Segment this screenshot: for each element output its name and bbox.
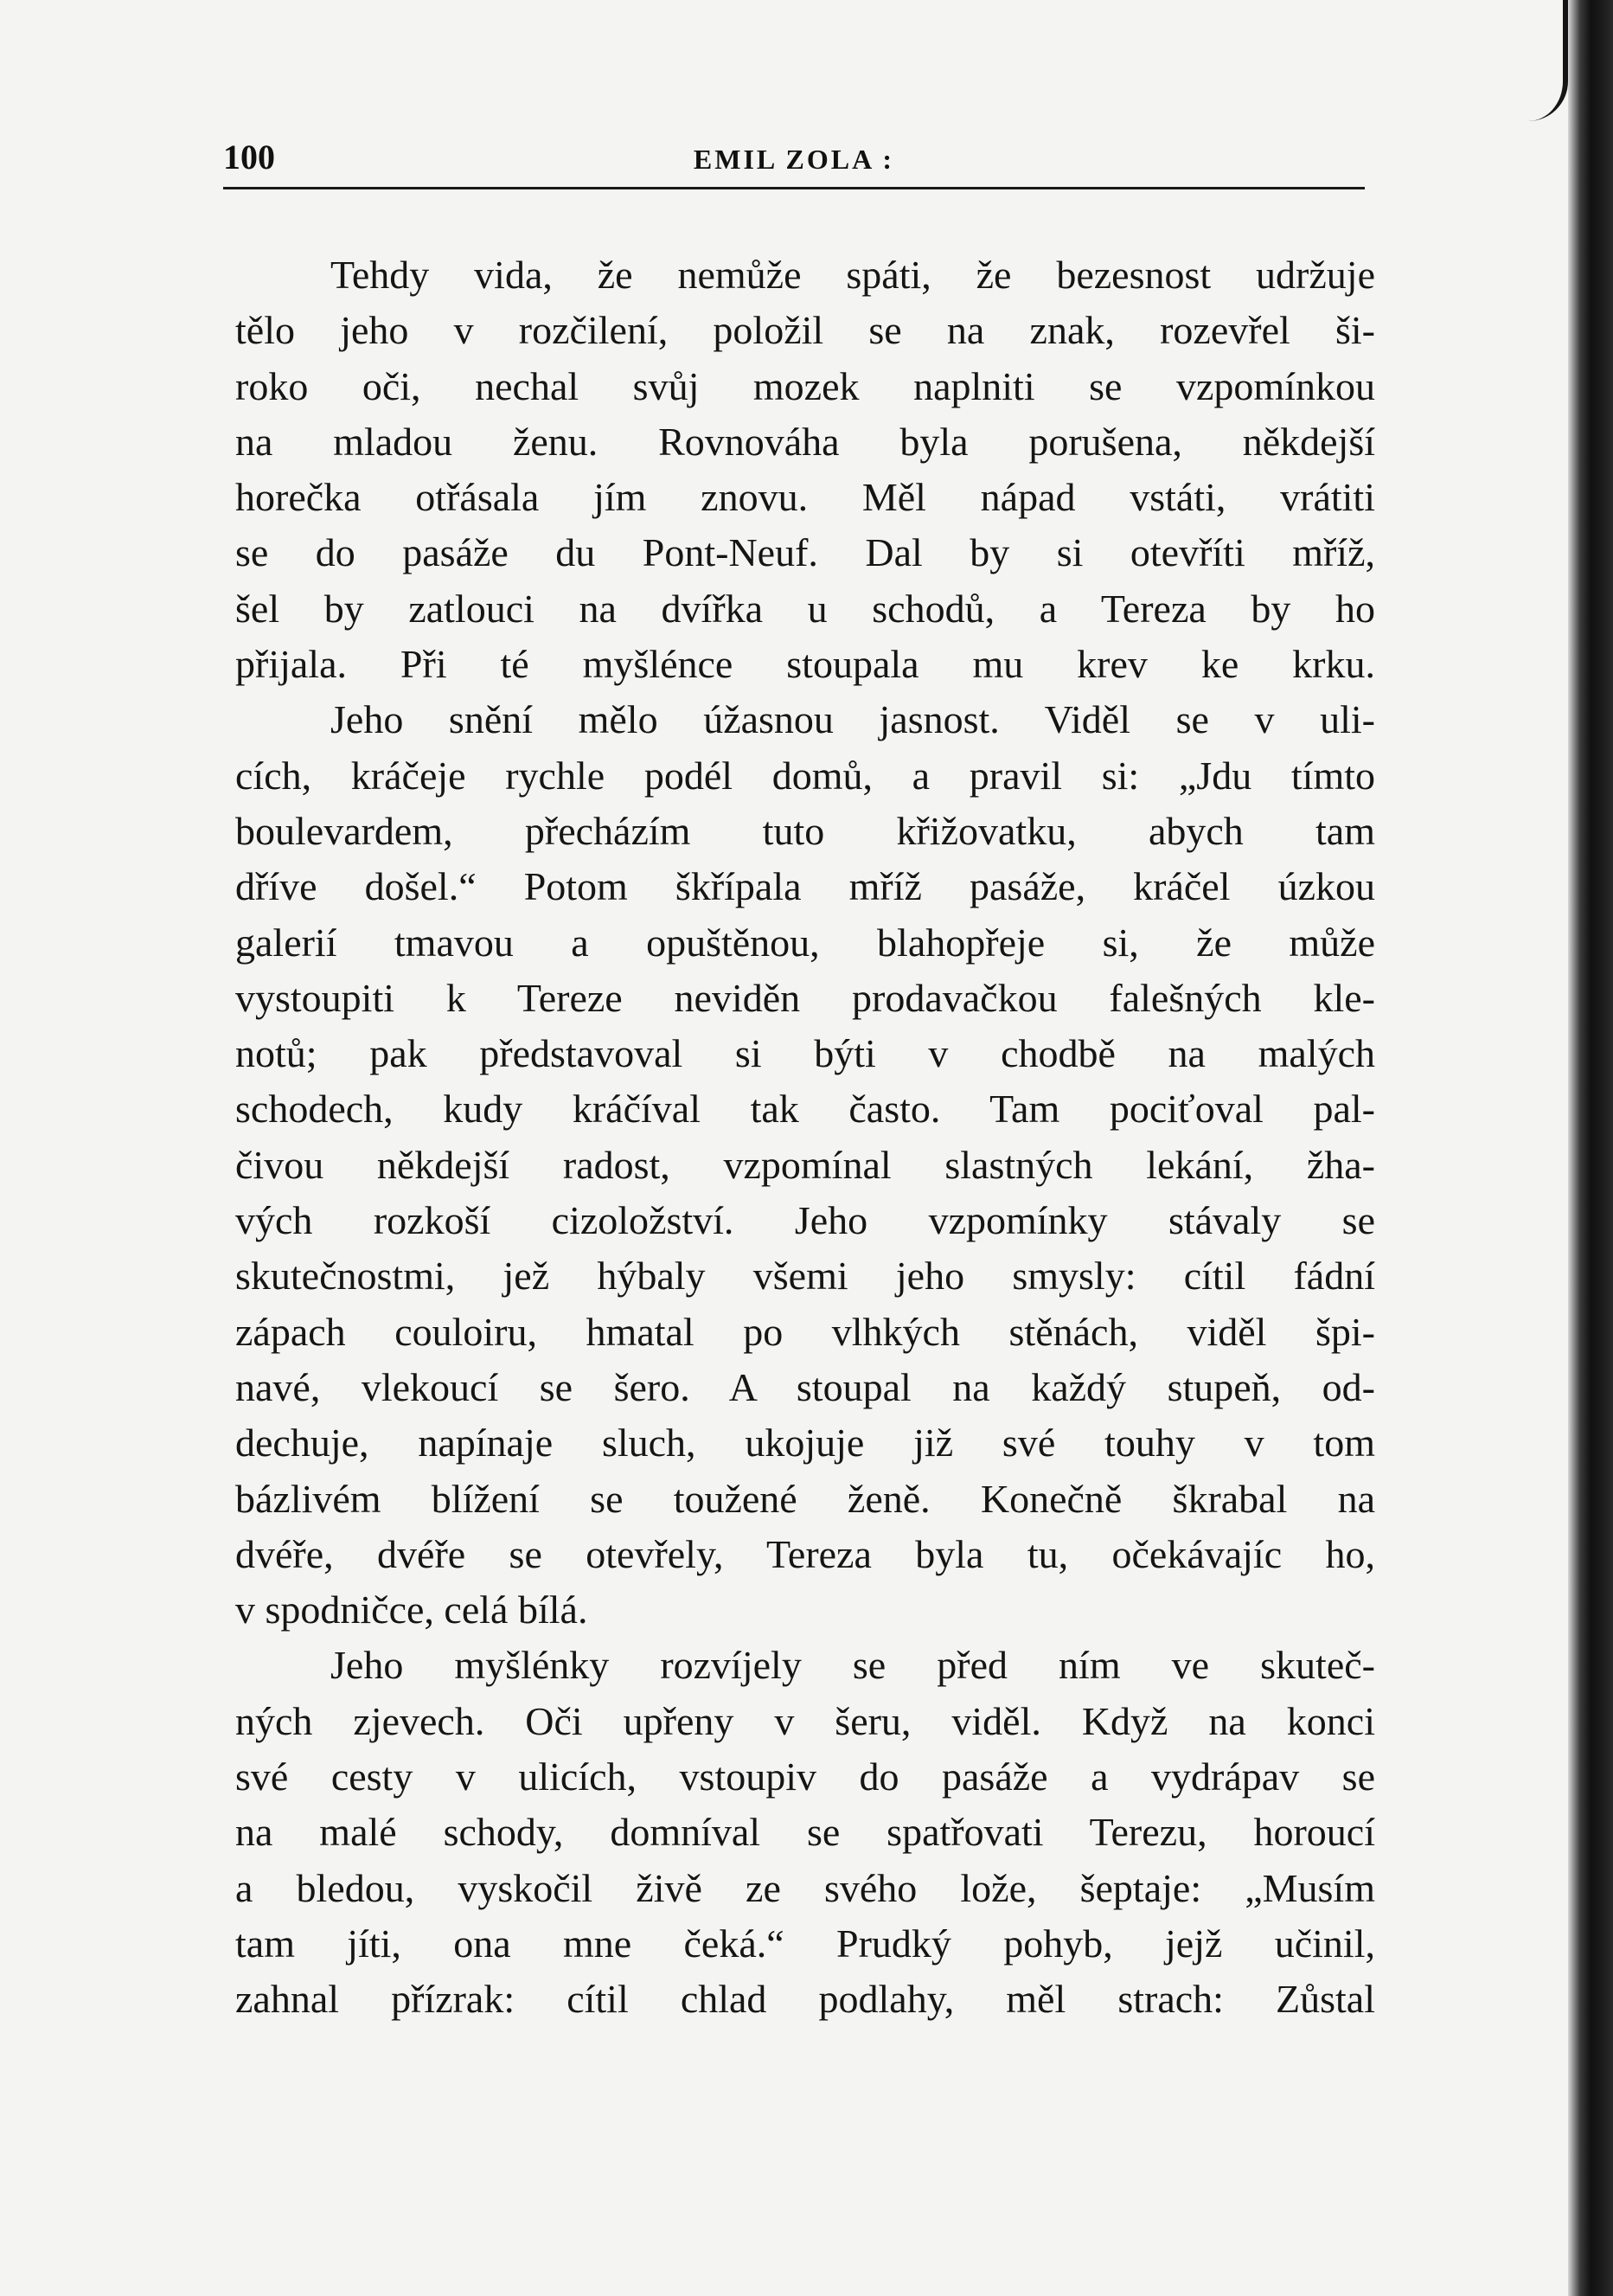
- text-line: v spodničce, celá bílá.: [235, 1587, 588, 1632]
- text-line: roko oči, nechal svůj mozek naplniti se vzpomínkou: [235, 363, 1375, 408]
- text-line: na mladou ženu. Rovnováha byla porušena, někdejší: [235, 419, 1375, 464]
- text-line: Jeho snění mělo úžasnou jasnost. Viděl se v uli-: [330, 697, 1375, 742]
- text-line: na malé schody, domníval se spatřovati Terezu, horoucí: [235, 1810, 1375, 1855]
- text-line: ných zjevech. Oči upřeny v šeru, viděl. Když na konci: [235, 1698, 1375, 1743]
- text-line: a bledou, vyskočil živě ze svého lože, šeptaje: „Musím: [235, 1865, 1375, 1910]
- text-line: bázlivém blížení se toužené ženě. Konečně škrabal na: [235, 1476, 1375, 1521]
- text-line: své cesty v ulicích, vstoupiv do pasáže a vydrápav se: [235, 1754, 1375, 1799]
- text-line: šel by zatlouci na dvířka u schodů, a Tereza by ho: [235, 586, 1375, 631]
- text-line: skutečnostmi, jež hýbaly všemi jeho smysly: cítil fádní: [235, 1254, 1375, 1299]
- page-edge-shadow: [1528, 0, 1568, 121]
- text-line: zahnal přízrak: cítil chlad podlahy, měl strach: Zůstal: [235, 1977, 1375, 2022]
- text-line: notů; pak představoval si býti v chodbě na malých: [235, 1031, 1375, 1076]
- text-line: dříve došel.“ Potom škřípala mříž pasáže, kráčel úzkou: [235, 864, 1375, 909]
- text-line: Jeho myšlénky rozvíjely se před ním ve skuteč-: [330, 1643, 1375, 1688]
- text-line: cích, kráčeje rychle podél domů, a pravil si: „Jdu tímto: [235, 753, 1375, 798]
- text-line: boulevardem, přecházím tuto křižovatku, abych tam: [235, 808, 1375, 853]
- text-line: galerií tmavou a opuštěnou, blahopřeje si, že může: [235, 920, 1375, 965]
- text-line: zápach couloiru, hmatal po vlhkých stěnách, viděl špi-: [235, 1309, 1375, 1354]
- text-line: přijala. Při té myšlénce stoupala mu krev ke krku.: [235, 642, 1375, 687]
- scanner-edge: [1568, 0, 1613, 2296]
- text-line: se do pasáže du Pont-Neuf. Dal by si otevříti mříž,: [235, 530, 1375, 575]
- page-number: 100: [223, 138, 275, 176]
- text-line: Tehdy vida, že nemůže spáti, že bezesnost udržuje: [330, 253, 1375, 297]
- text-line: dechuje, napínaje sluch, ukojuje již své touhy v tom: [235, 1421, 1375, 1465]
- text-line: čivou někdejší radost, vzpomínal slastných lekání, žha-: [235, 1142, 1375, 1187]
- text-line: vých rozkoší cizoložství. Jeho vzpomínky stávaly se: [235, 1198, 1375, 1243]
- text-line: dvéře, dvéře se otevřely, Tereza byla tu, očekávajíc ho,: [235, 1531, 1375, 1576]
- text-line: vystoupiti k Tereze neviděn prodavačkou falešných kle-: [235, 975, 1375, 1020]
- text-line: tělo jeho v rozčilení, položil se na znak, rozevřel ši-: [235, 308, 1375, 353]
- text-line: horečka otřásala jím znovu. Měl nápad vstáti, vrátiti: [235, 475, 1375, 520]
- text-line: tam jíti, ona mne čeká.“ Prudký pohyb, jejž učinil,: [235, 1921, 1375, 1966]
- text-line: schodech, kudy kráčíval tak často. Tam pociťoval pal-: [235, 1087, 1375, 1132]
- body-text: [235, 247, 1375, 2028]
- text-line: navé, vlekoucí se šero. A stoupal na každý stupeň, od-: [235, 1364, 1375, 1409]
- running-head: EMIL ZOLA :: [693, 144, 895, 175]
- page-header: [223, 137, 1365, 189]
